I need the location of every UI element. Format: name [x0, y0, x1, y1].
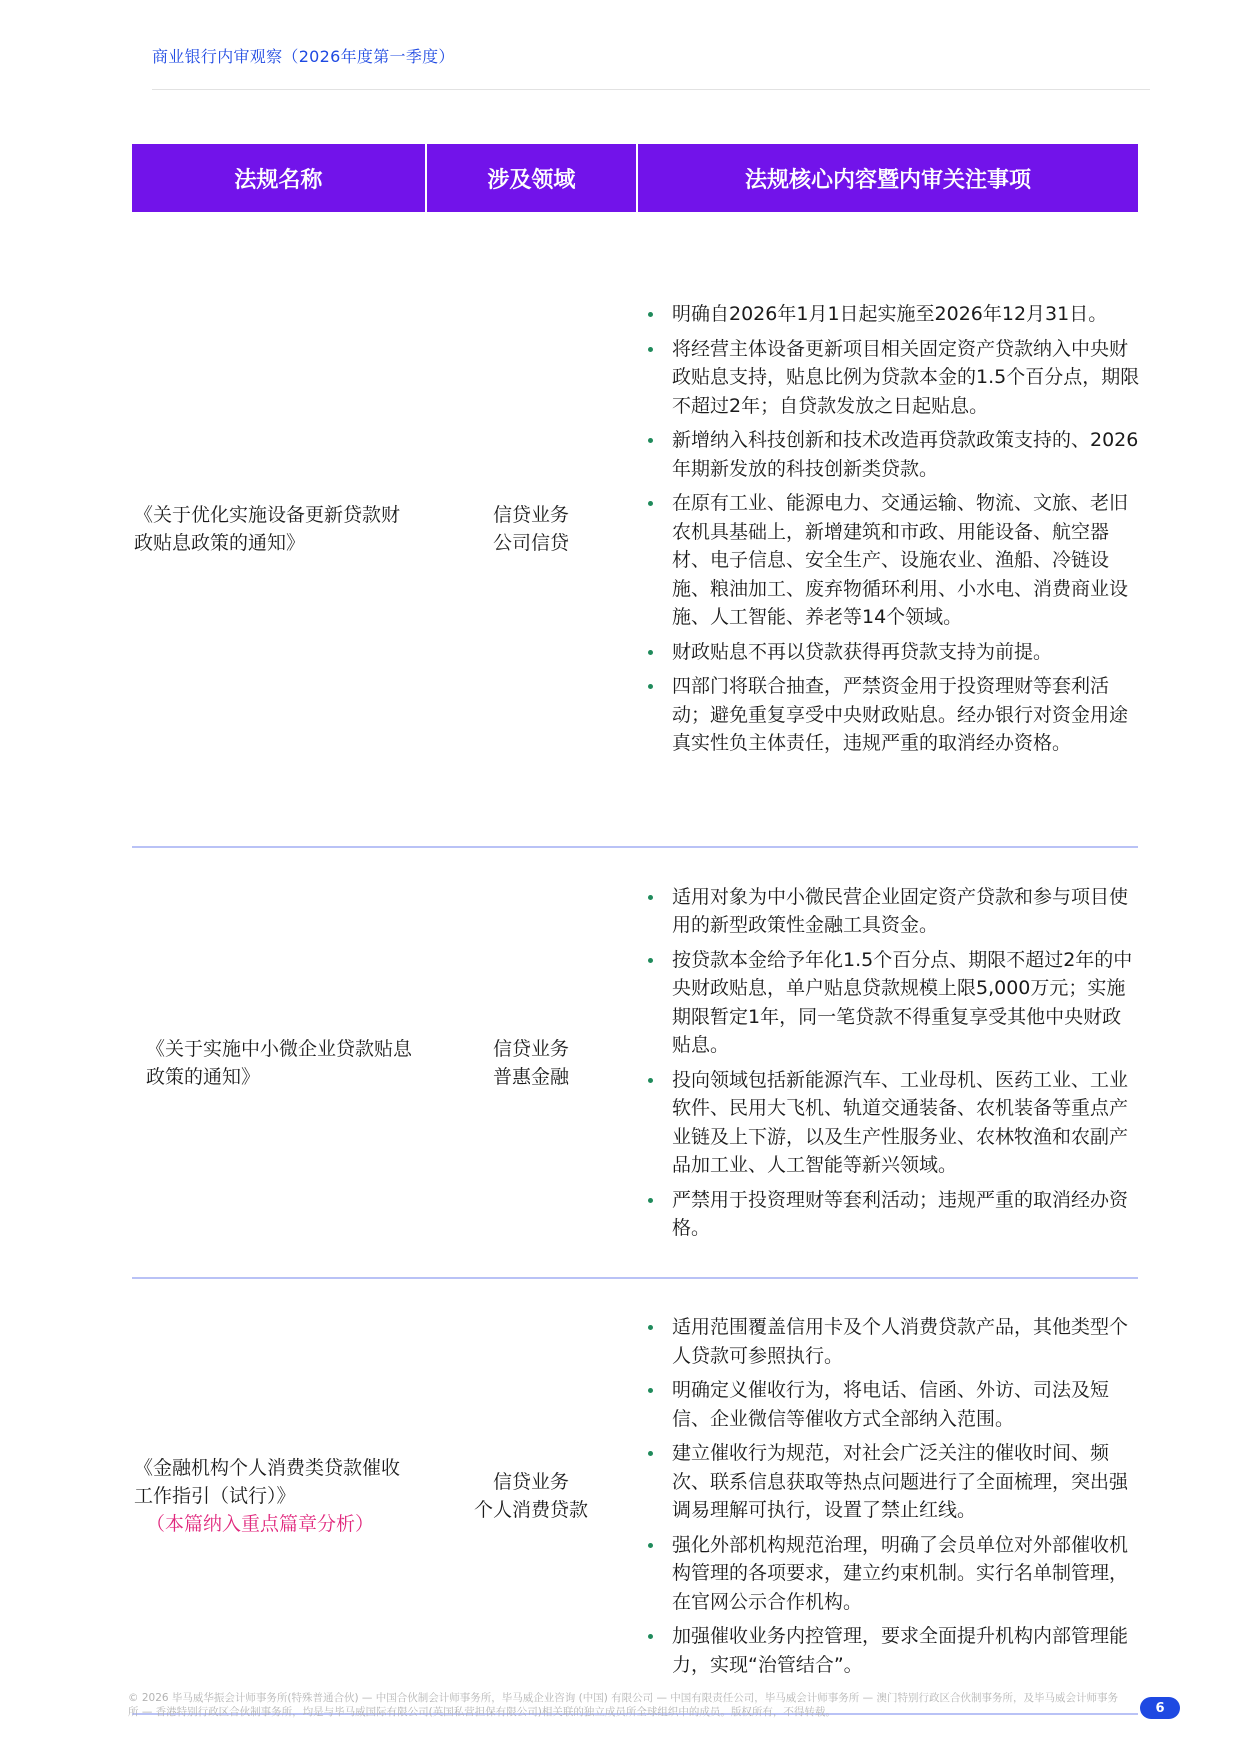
domain-primary: 信贷业务 [492, 504, 569, 526]
domain-cell [426, 848, 636, 1277]
list-item: 适用对象为中小微民营企业固定资产贷款和参与项目使用的新型政策性金融工具资金。 [642, 883, 1140, 940]
footer-copyright: © 2026 毕马威华振会计师事务所(特殊普通合伙) — 中国合伙制会计师事务所，毕马威企业咨询 (中国) 有限公司 — 中国有限责任公司，毕马威会计师事务所 — 澳门特别行政区合伙制事务所，及毕马威会计师事务所 — 香港特别行政区合伙制事务所，均是与毕马威国际有限公司(英国私营担保有限公司)相关联的独立成员所全球组织中的成员。版权所有，不得转载。 [128, 1692, 1118, 1718]
domain-secondary: 公司信贷 [492, 532, 569, 554]
core-content-cell [636, 212, 1138, 846]
list-item: 强化外部机构规范治理，明确了会员单位对外部催收机构管理的各项要求，建立约束机制。实行名单制管理，在官网公示合作机构。 [642, 1531, 1140, 1617]
list-item: 适用范围覆盖信用卡及个人消费贷款产品，其他类型个人贷款可参照执行。 [642, 1313, 1140, 1370]
domain-secondary: 个人消费贷款 [473, 1499, 588, 1521]
domain-primary: 信贷业务 [492, 1037, 569, 1060]
list-item: 投向领域包括新能源汽车、工业母机、医药工业、工业软件、民用大飞机、轨道交通装备、农机装备等重点产业链及上下游，以及生产性服务业、农林牧渔和农副产品加工业、人工智能等新兴领域。 [642, 1066, 1140, 1180]
list-item: 按贷款本金给予年化1.5个百分点、期限不超过2年的中央财政贴息，单户贴息贷款规模上限5,000万元；实施期限暂定1年，同一笔贷款不得重复享受其他中央财政贴息。 [642, 946, 1140, 1060]
list-item: 在原有工业、能源电力、交通运输、物流、文旅、老旧农机具基础上，新增建筑和市政、用能设备、航空器材、电子信息、安全生产、设施农业、渔船、冷链设施、粮油加工、废弃物循环利用、小水电、消费商业设施、人工智能、养老等14个领域。 [642, 489, 1140, 632]
regulation-name-cell [132, 848, 426, 1277]
domain-cell [426, 1279, 636, 1713]
column-header-regulation-name: 法规名称 [234, 167, 323, 193]
page-header-title: 商业银行内审观察（2026年度第一季度） [152, 47, 455, 66]
domain-primary: 信贷业务 [492, 1471, 569, 1493]
table-header [132, 144, 1138, 212]
table-row [132, 848, 1138, 1279]
page-number-badge: 6 [1140, 1697, 1180, 1719]
list-item: 四部门将联合抽查，严禁资金用于投资理财等套利活动；避免重复享受中央财政贴息。经办银行对资金用途真实性负主体责任，违规严重的取消经办资格。 [642, 672, 1140, 758]
core-content-list [636, 300, 1140, 758]
table-row [132, 1279, 1138, 1715]
core-content-cell [636, 1279, 1138, 1713]
regulation-name-cell [132, 1279, 426, 1713]
regulation-name-cell [132, 212, 426, 846]
list-item: 加强催收业务内控管理，要求全面提升机构内部管理能力，实现“治管结合”。 [642, 1622, 1140, 1679]
core-content-cell [636, 848, 1138, 1277]
regulation-name: 《关于实施中小微企业贷款贴息政策的通知》 [146, 1037, 413, 1088]
domain-cell [426, 212, 636, 846]
column-header-domain: 涉及领域 [425, 144, 636, 212]
list-item: 将经营主体设备更新项目相关固定资产贷款纳入中央财政贴息支持，贴息比例为贷款本金的1.5个百分点，期限不超过2年；自贷款发放之日起贴息。 [642, 335, 1140, 421]
regulation-name: 《关于优化实施设备更新贷款财政贴息政策的通知》 [134, 504, 401, 554]
regulation-name: 《金融机构个人消费类贷款催收工作指引（试行）》 [134, 1457, 401, 1507]
list-item: 新增纳入科技创新和技术改造再贷款政策支持的、2026年期新发放的科技创新类贷款。 [642, 426, 1140, 483]
list-item: 财政贴息不再以贷款获得再贷款支持为前提。 [642, 638, 1140, 667]
list-item: 建立催收行为规范，对社会广泛关注的催收时间、频次、联系信息获取等热点问题进行了全面梳理，突出强调易理解可执行，设置了禁止红线。 [642, 1439, 1140, 1525]
core-content-list [636, 883, 1140, 1243]
table-row [132, 212, 1138, 848]
regulations-table [132, 144, 1138, 1715]
header-divider [152, 89, 1150, 90]
list-item: 严禁用于投资理财等套利活动；违规严重的取消经办资格。 [642, 1186, 1140, 1243]
domain-secondary: 普惠金融 [492, 1065, 569, 1088]
regulation-name-block [134, 1454, 418, 1538]
list-item: 明确自2026年1月1日起实施至2026年12月31日。 [642, 300, 1140, 329]
focus-chapter-note: （本篇纳入重点篇章分析） [146, 1513, 375, 1535]
column-header-core-content: 法规核心内容暨内审关注事项 [636, 144, 1138, 212]
core-content-list [636, 1313, 1140, 1679]
list-item: 明确定义催收行为，将电话、信函、外访、司法及短信、企业微信等催收方式全部纳入范围。 [642, 1376, 1140, 1433]
